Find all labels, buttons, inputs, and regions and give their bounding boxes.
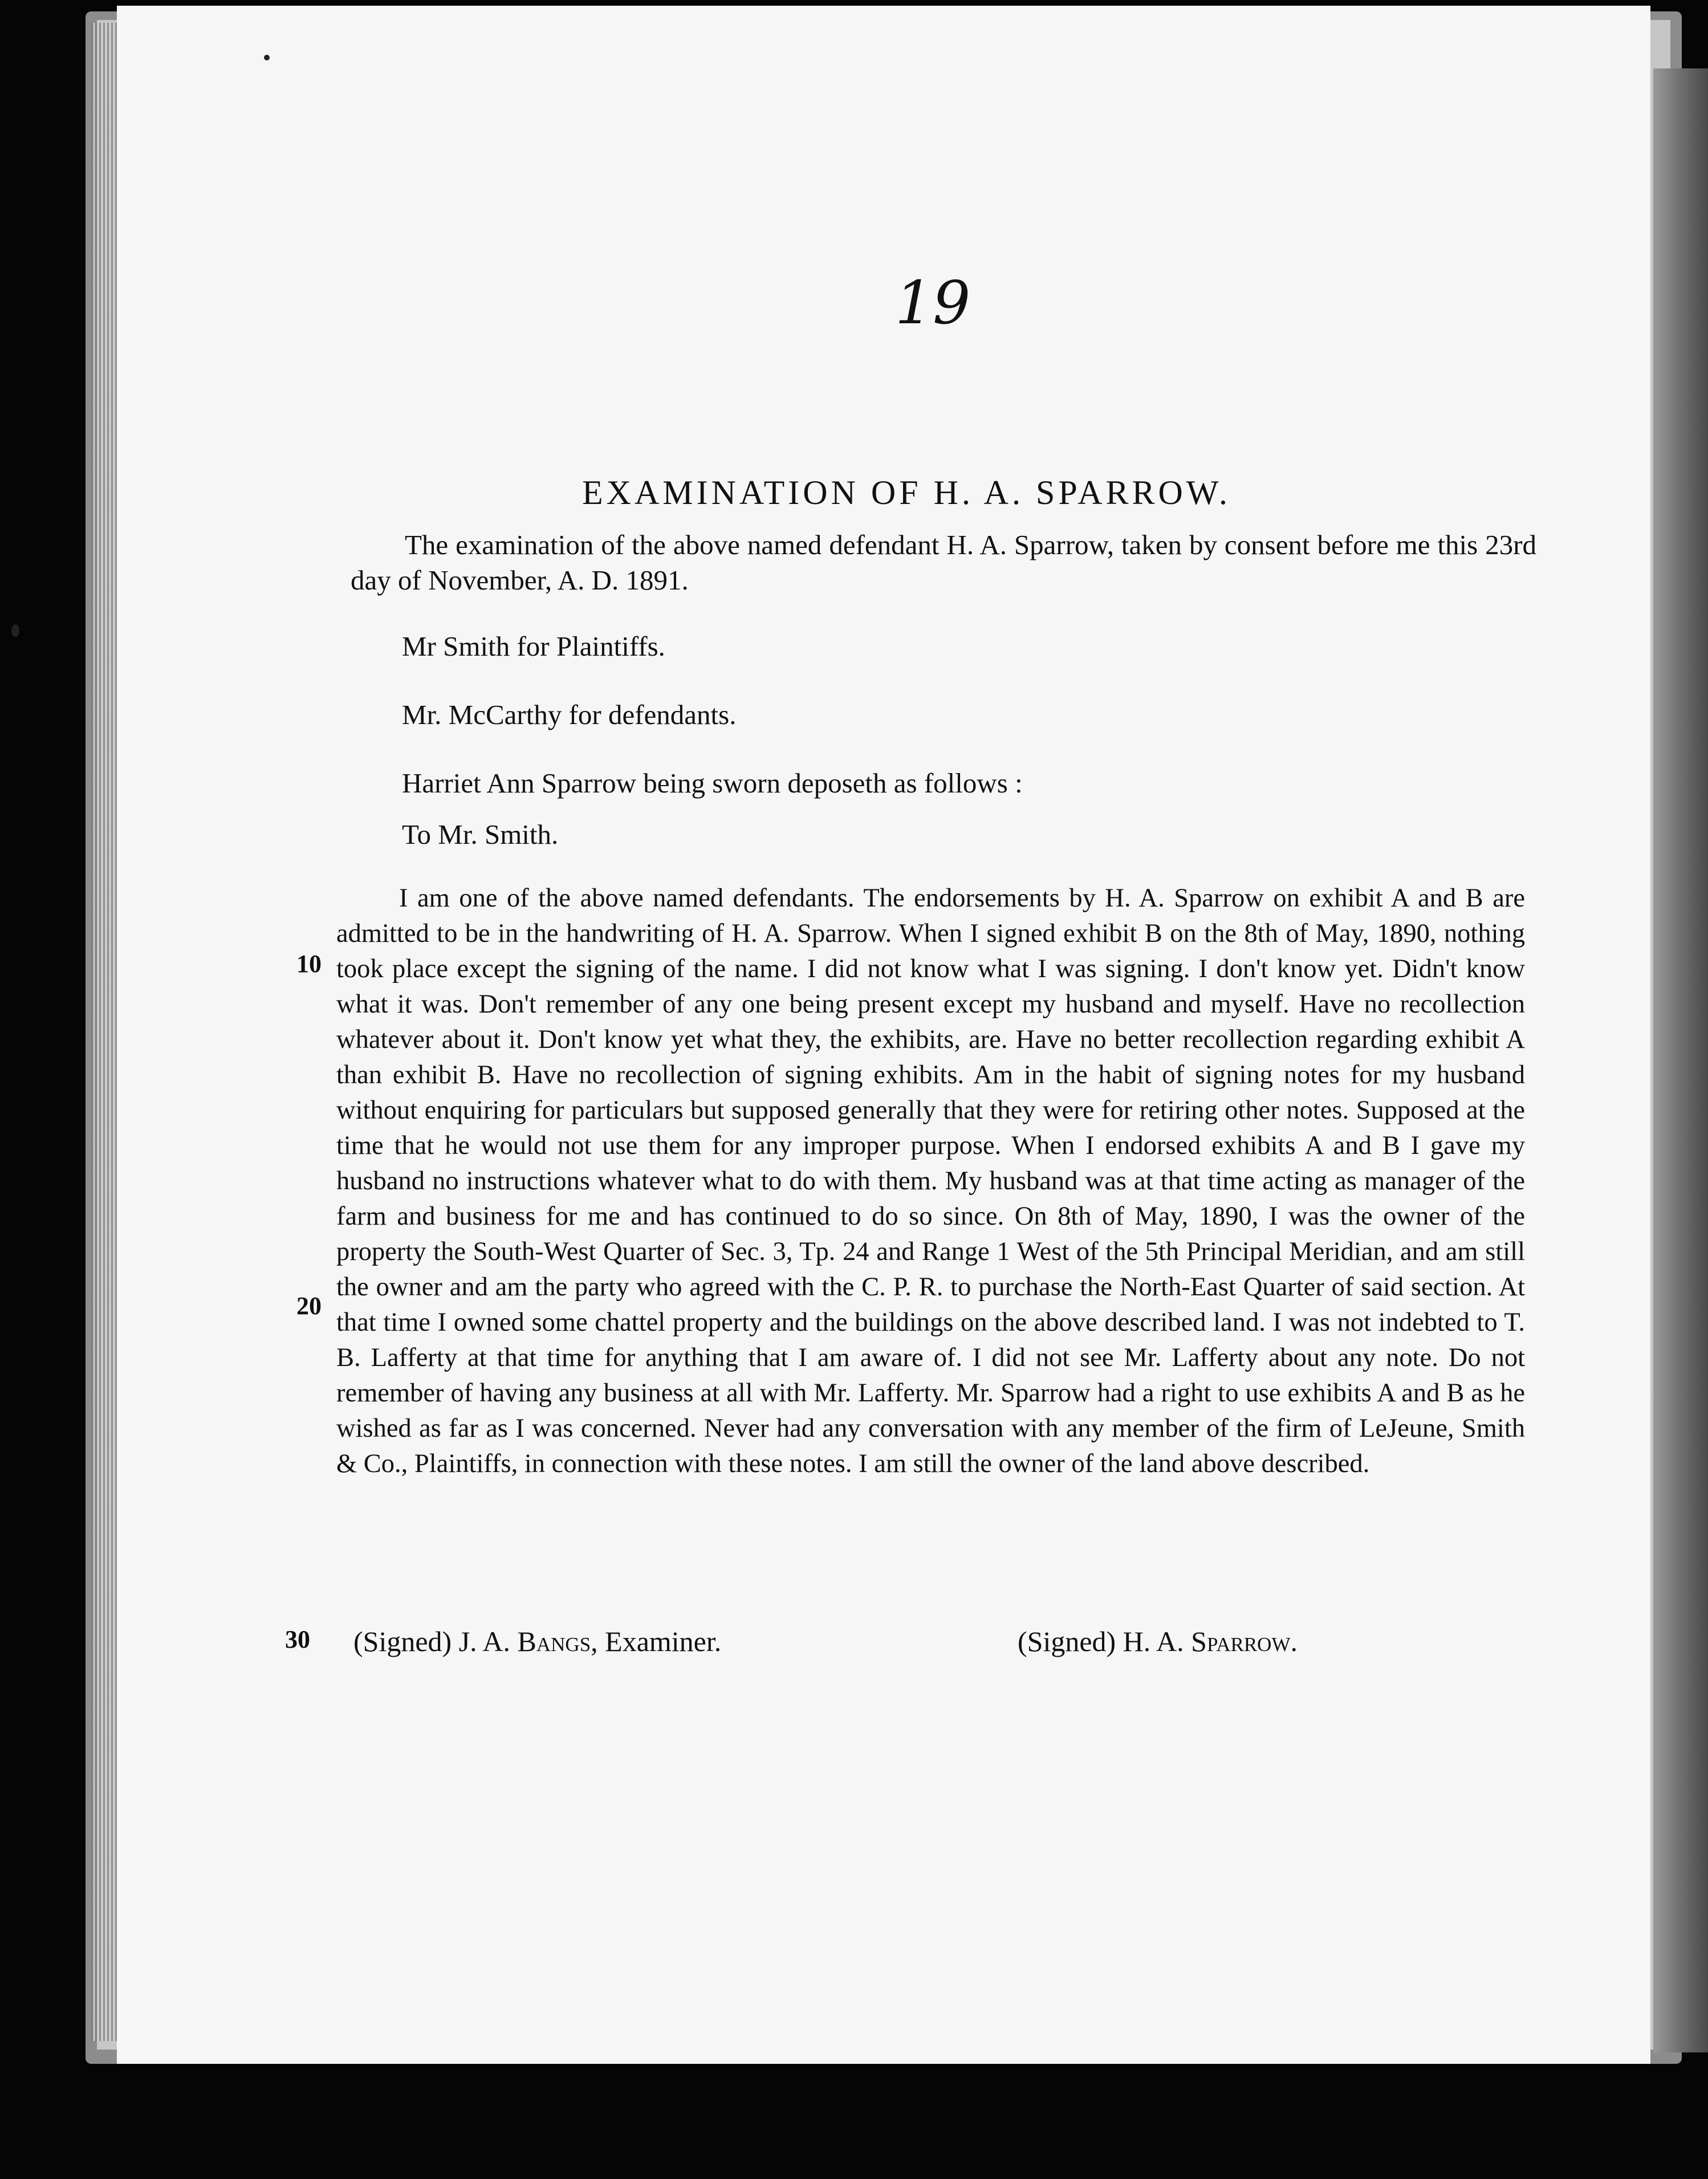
line-number: 10 [296,950,322,978]
line-number: 20 [296,1292,322,1320]
witness-name: H. A. Sparrow. [1123,1625,1298,1657]
counsel-plaintiffs: Mr Smith for Plaintiffs. [402,631,665,662]
document-title: EXAMINATION OF H. A. SPARROW. [581,474,1231,511]
intro-paragraph: The examination of the above named defendant H. A. Sparrow, taken by consent before me this 23rd day of November, A. D. 1891. [351,529,1536,596]
examination-to-line: To Mr. Smith. [402,819,559,850]
signed-prefix: (Signed) [353,1625,452,1657]
page-stack-lines [91,23,120,2041]
book-spine-shadow [1653,68,1708,2052]
signed-prefix: (Signed) [1018,1625,1116,1657]
testimony-paragraph: I am one of the above named defendants. The endorsements by H. A. Sparrow on exhibit A and B are admitted to be in the handwriting of H. A. Sparrow. When I signed exhibit B on the 8th of May, 1890, nothing took place except the signing of the name. I did not know what I was signing. I don't know yet. Didn't know what it was. Don't remember of any one being present except my husband and myself. Have no recollection whatever about it. Don't know yet what they, the exhibits, are. Have no better recollection regarding exhibit A than exhibit B. Have no recollection of signing exhibits. Am in the habit of signing notes for my husband without enquiring for particulars but supposed generally that they were for retiring other notes. Supposed at the time that he would not use them for any improper purpose. When I endorsed exhibits A and B I gave my husband no instructions whatever what to do with them. My husband was at that time acting as manager of the farm and business for me and has continued to do so since. On 8th of May, 1890, I was the owner of the property the South-West Quarter of Sec. 3, Tp. 24 and Range 1 West of the 5th Principal Meridian, and am still the owner and am the party who agreed with the C. P. R. to purchase the North-East Quarter of said section. At that time I owned some chattel property and the buildings on the above described land. I was not indebted to T. B. Lafferty at that time for anything that I am aware of. I did not see Mr. Lafferty about any note. Do not remember of having any business at all with Mr. Lafferty. Mr. Sparrow had a right to use exhibits A and B as he wished as far as I was concerned. Never had any conversation with any member of the firm of LeJeune, Smith & Co., Plaintiffs, in connection with these notes. I am still the owner of the land above described. [336,884,1525,1478]
scan-speck [11,624,19,637]
scan-speck [264,55,270,60]
examiner-signature [353,1625,721,1658]
witness-sworn-line: Harriet Ann Sparrow being sworn deposeth as follows : [402,767,1023,799]
counsel-defendants: Mr. McCarthy for defendants. [402,699,737,730]
examiner-role: , Examiner. [591,1625,722,1657]
examiner-name: J. A. Bangs [458,1625,591,1657]
line-number: 30 [285,1625,310,1653]
witness-signature [1018,1625,1298,1658]
page-number: 19 [895,268,971,338]
